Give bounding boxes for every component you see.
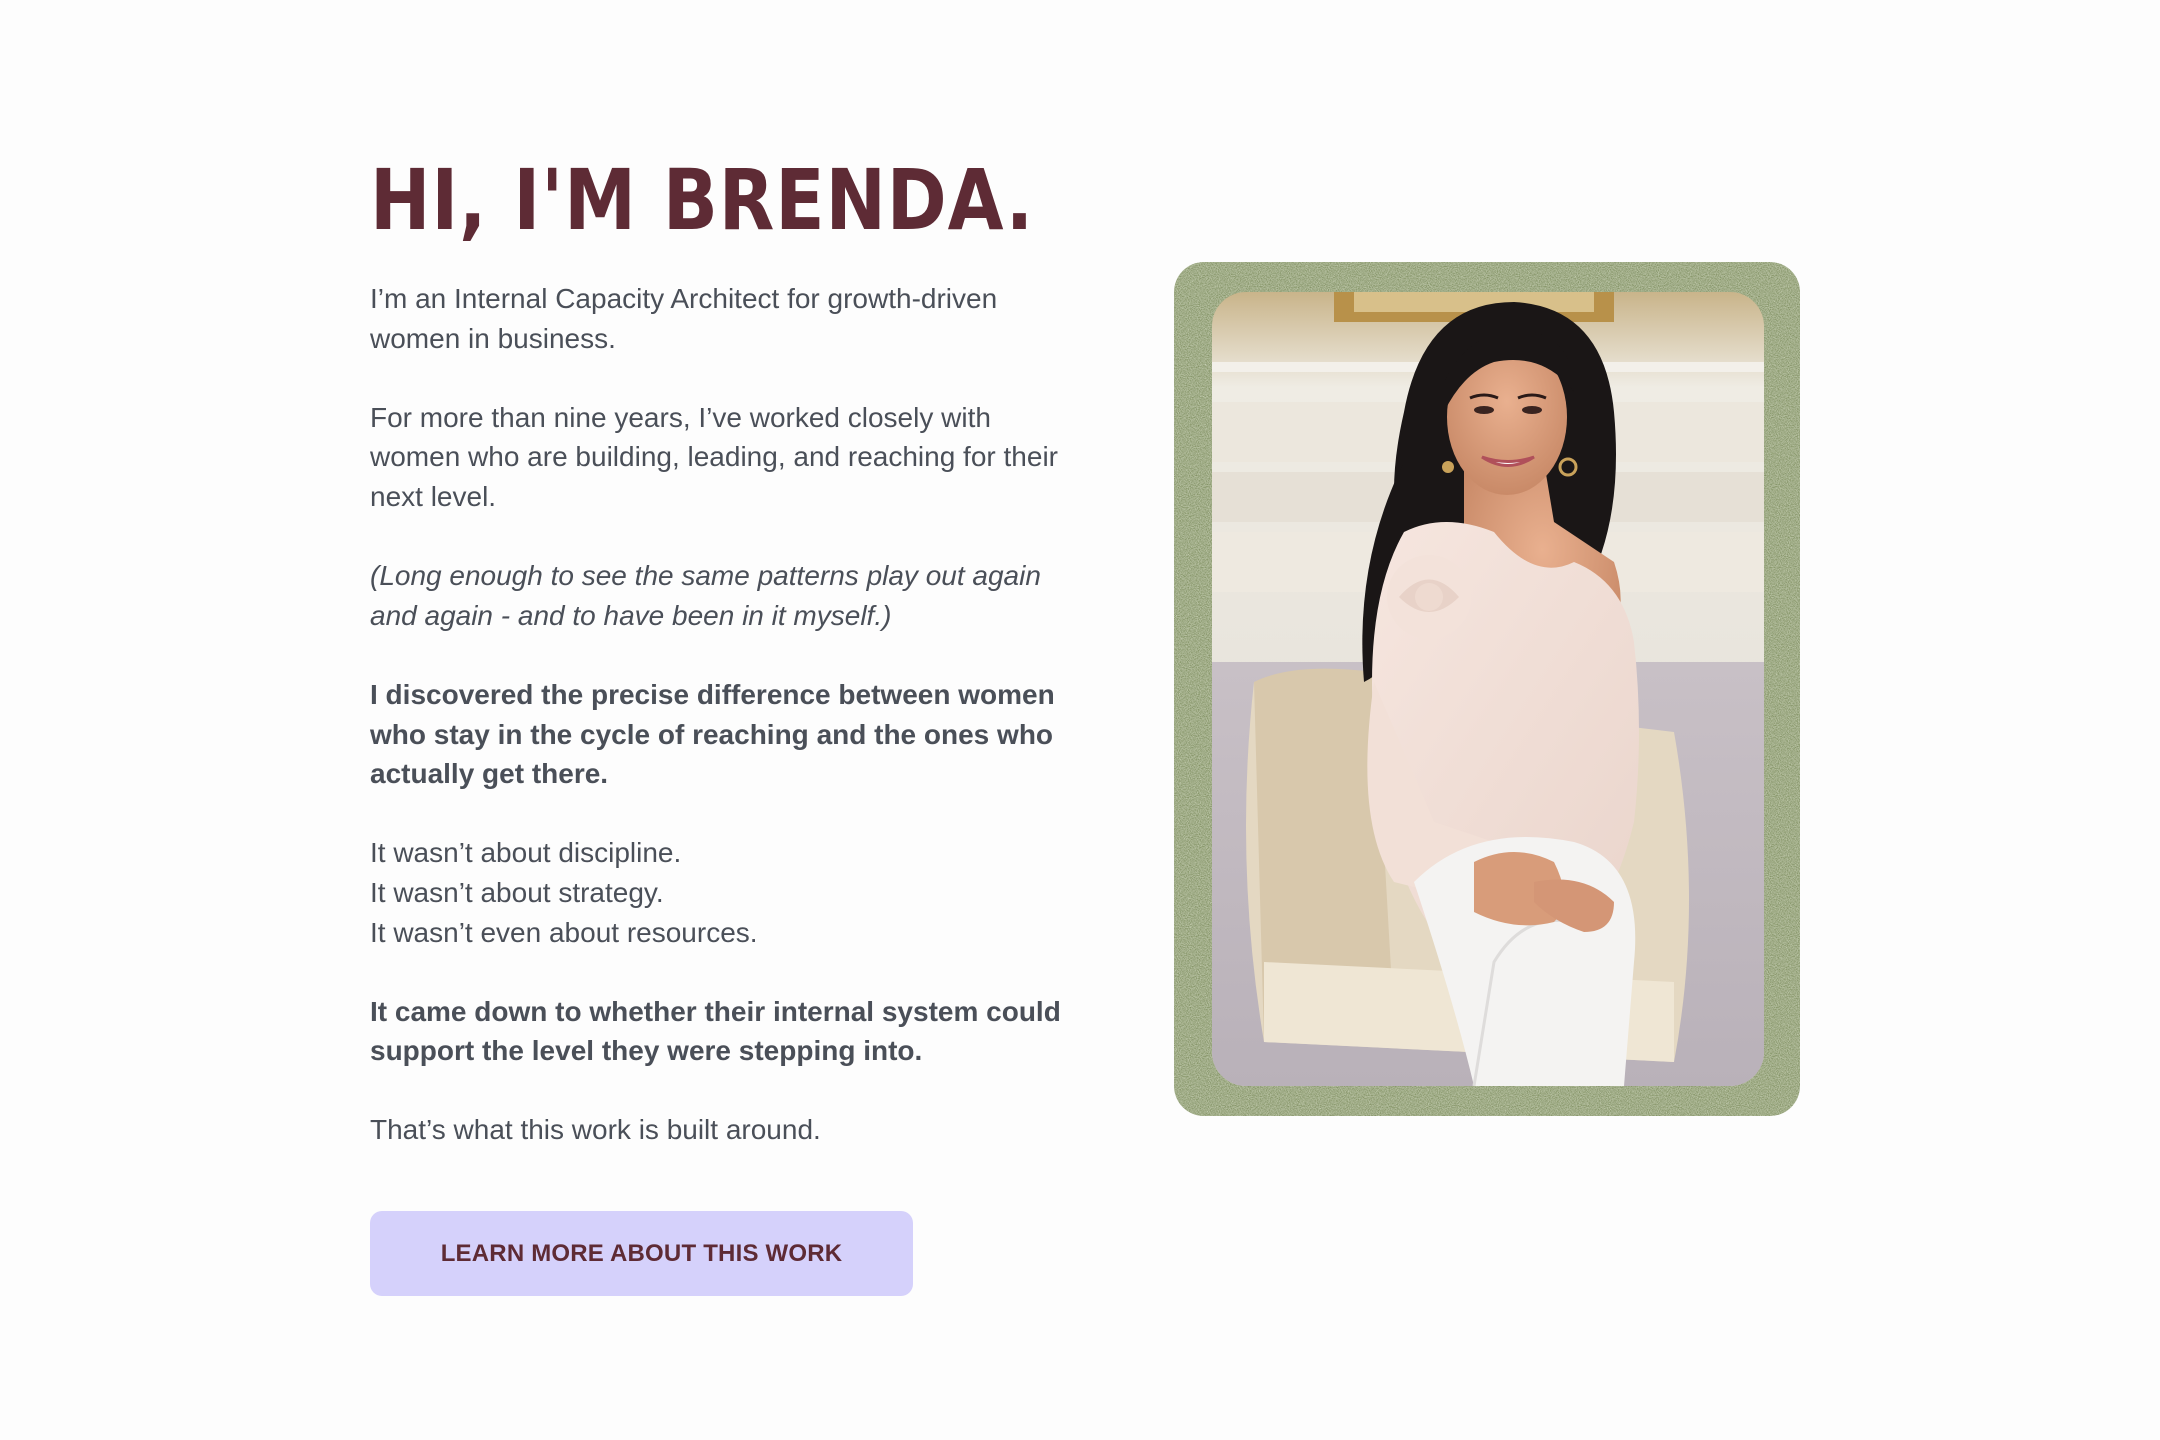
bio-text: [370, 279, 1070, 1150]
bio-list-line: It wasn’t about strategy.: [370, 876, 664, 908]
portrait-photo-frame: [1174, 262, 1800, 1116]
bio-discovery: I discovered the precise difference between women who stay in the cycle of reaching and the ones who actually get there.: [370, 678, 1055, 790]
bio-closing: That’s what this work is built around.: [370, 1114, 821, 1146]
bio-list: [370, 833, 1070, 952]
bio-experience: For more than nine years, I’ve worked closely with women who are building, leading, and reaching for their next level.: [370, 401, 1058, 512]
bio-aside: (Long enough to see the same patterns play out again and again - and to have been in it myself.): [370, 560, 1041, 631]
portrait-photo: [1174, 262, 1800, 1116]
page-title: HI, I'M BRENDA.: [370, 151, 1035, 249]
learn-more-button[interactable]: LEARN MORE ABOUT THIS WORK: [370, 1211, 913, 1296]
bio-key-insight: It came down to whether their internal system could support the level they were stepping into.: [370, 995, 1061, 1067]
bio-list-line: It wasn’t about discipline.: [370, 837, 682, 869]
bio-list-line: It wasn’t even about resources.: [370, 916, 758, 948]
bio-intro: I’m an Internal Capacity Architect for growth-driven women in business.: [370, 283, 998, 354]
